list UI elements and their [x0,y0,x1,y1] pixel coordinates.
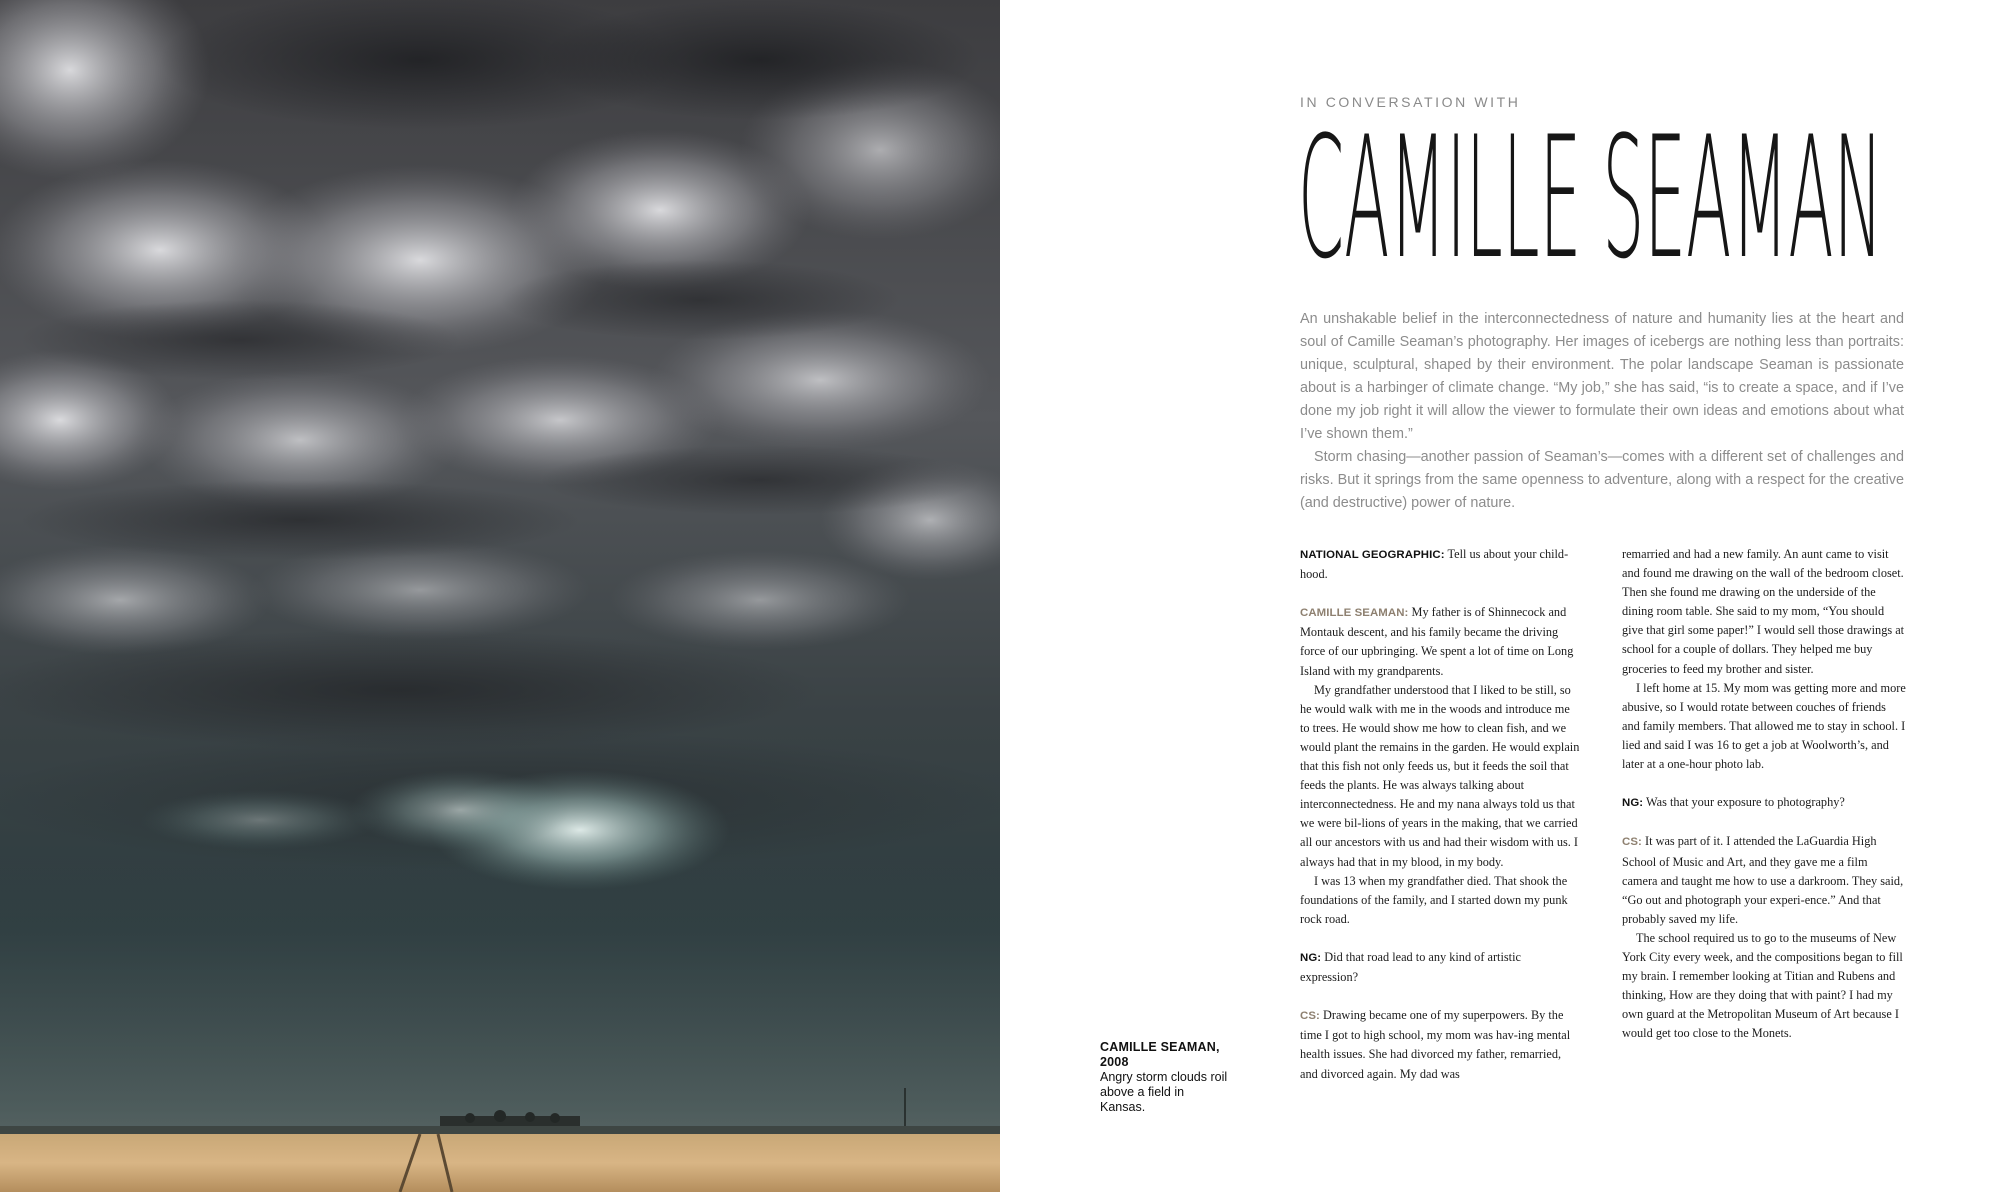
kicker: IN CONVERSATION WITH [1300,94,1521,110]
title-text: CAMILLE SEAMAN [1298,100,1883,286]
answer-text: My father is of Shinnecock and Montauk descent, and his family became the driving force of our upbringing. We spent a lot of time on Long Island with my grandparents. [1300,605,1574,678]
answer-paragraph: I was 13 when my grandfather died. That shook the foundations of the family, and I started down my punk rock road. [1300,873,1568,926]
intro-paragraph-1: An unshakable belief in the interconnectedness of nature and humanity lies at the heart and soul of Camille Seaman’s photography. Her images of icebergs are nothing less than portraits: unique, sculptural, shaped by their environment. The polar landscape Seaman is passionate about is a harbinger of climate change. “My job,” she has said, “is to create a space, and if I’ve done my job right it will allow the viewer to formulate their own ideas and emotions about what I’ve shown them.” [1300,311,1904,442]
speaker-label: CS: [1300,1010,1320,1023]
answer-paragraph: remarried and had a new family. An aunt came to visit and found me drawing on the wall of the bedroom closet. Then she found me drawing on the underside of the dining room table. She said to my mom, “You should give that girl some paper!” I would sell those drawings at school for a couple of dollars. They helped me buy groceries to feed my brother and sister. [1622,547,1905,676]
answer-text: Drawing became one of my superpowers. By the time I got to high school, my mom was hav-ing mental health issues. She had divorced my father, remarried, and divorced again. My dad was [1300,1008,1571,1081]
speaker-label: NATIONAL GEOGRAPHIC: [1300,549,1445,561]
speaker-label: CS: [1622,836,1642,849]
answer-paragraph: My grandfather understood that I liked to be still, so he would walk with me in the woods and introduce me to trees. He would show me how to clean fish, and we would plant the remains in the garden. He would explain that this fish not only feeds us, but it feeds the soil that feeds the plants. He was always talking about interconnectedness. He and my nana always told us that we were bil-lions of years in the making, that we carried all our ancestors with us and had their wisdom with us. I always had that in my blood, in my body. [1300,682,1580,869]
answer-paragraph: I left home at 15. My mom was getting more and more abusive, so I would rotate between couches of friends and family members. That allowed me to stay in school. I lied and said I was 16 to get a job at Woolworth’s, and later at a one-hour photo lab. [1622,680,1906,772]
answer-3 [1622,832,1906,928]
page-title [1298,96,1898,286]
question-2 [1300,948,1580,987]
caption-text: Angry storm clouds roil above a field in Kansas. [1100,1070,1228,1114]
question-3 [1622,793,1906,813]
speaker-label: NG: [1300,951,1322,964]
intro [1300,308,1904,515]
answer-text: It was part of it. I attended the LaGuardia High School of Music and Art, and they gave me a film camera and taught me how to use a darkroom. They said, “Go out and photograph your experi-ence.” And that probably saved my life. [1622,834,1904,926]
question-text: Did that road lead to any kind of artistic expression? [1300,949,1521,985]
answer-paragraph: The school required us to go to the museums of New York City every week, and the compositions began to fill my brain. I remember looking at Titian and Rubens and thinking, How are they doing that with paint? I had my own guard at the Metropolitan Museum of Art because I would get too close to the Monets. [1622,930,1903,1041]
intro-paragraph-2: Storm chasing—another passion of Seaman’s—comes with a different set of challenges and risks. But it springs from the same openness to adventure, along with a respect for the creative (and destructive) power of nature. [1300,449,1904,511]
caption-credit: CAMILLE SEAMAN, 2008 [1100,1040,1220,1069]
question-text: Tell us about your child-hood. [1300,547,1569,582]
question-text: Was that your exposure to photography? [1646,795,1845,810]
interview-column-2 [1622,545,1906,1043]
photo-caption [1100,1040,1240,1115]
answer-2 [1300,1006,1580,1083]
answer-1 [1300,603,1580,680]
question-1 [1300,545,1580,584]
speaker-label: CAMILLE SEAMAN: [1300,607,1409,620]
speaker-label: NG: [1622,797,1644,810]
interview-column-1 [1300,545,1580,1084]
